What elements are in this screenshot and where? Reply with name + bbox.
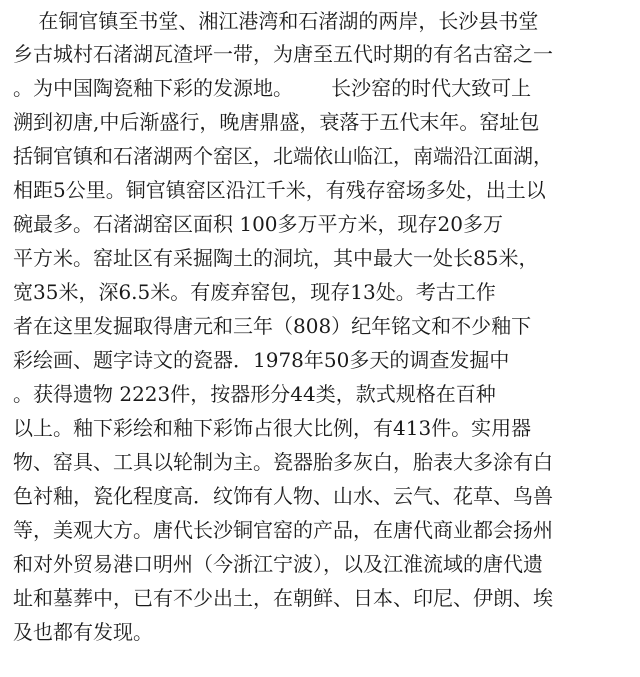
text-line: 相距5公里。铜官镇窑区沿江千米，有残存窑场多处，出土以	[13, 178, 546, 202]
text-line: 。获得遗物 2223件，按器形分44类，款式规格在百种	[13, 382, 496, 406]
text-line: 。为中国陶瓷釉下彩的发源地。 长沙窑的时代大致可上	[13, 76, 532, 100]
text-line: 址和墓葬中，已有不少出土，在朝鲜、日本、印尼、伊朗、埃	[13, 586, 553, 610]
text-line: 彩绘画、题字诗文的瓷器．1978年50多天的调查发掘中	[13, 348, 510, 372]
text-line: 和对外贸易港口明州（今浙江宁波），以及江淮流域的唐代遗	[13, 552, 543, 576]
text-line: 碗最多。石渚湖窑区面积 100多万平方米，现存20多万	[13, 212, 503, 236]
text-line: 等，美观大方。唐代长沙铜官窑的产品，在唐代商业都会扬州	[13, 518, 553, 542]
text-line: 者在这里发掘取得唐元和三年（808）纪年铭文和不少釉下	[13, 314, 532, 338]
text-line: 在铜官镇至书堂、湘江港湾和石渚湖的两岸，长沙县书堂	[13, 9, 539, 33]
text-line: 乡古城村石渚湖瓦渣坪一带，为唐至五代时期的有名古窑之一	[13, 42, 553, 66]
text-line: 溯到初唐,中后渐盛行，晚唐鼎盛，衰落于五代末年。窑址包	[13, 110, 540, 134]
text-line: 以上。釉下彩绘和釉下彩饰占很大比例，有413件。实用器	[13, 416, 532, 440]
text-line: 及也都有发现。	[13, 620, 153, 644]
text-line: 括铜官镇和石渚湖两个窑区，北端依山临江，南端沿江面湖，	[13, 144, 553, 168]
text-line: 色衬釉，瓷化程度高．纹饰有人物、山水、云气、花草、鸟兽	[13, 484, 553, 508]
text-line: 平方米。窑址区有采掘陶土的洞坑，其中最大一处长85米，	[13, 246, 539, 270]
text-line: 物、窑具、工具以轮制为主。瓷器胎多灰白，胎表大多涂有白	[13, 450, 553, 474]
text-line: 宽35米，深6.5米。有废弃窑包，现存13处。考古工作	[13, 280, 496, 304]
